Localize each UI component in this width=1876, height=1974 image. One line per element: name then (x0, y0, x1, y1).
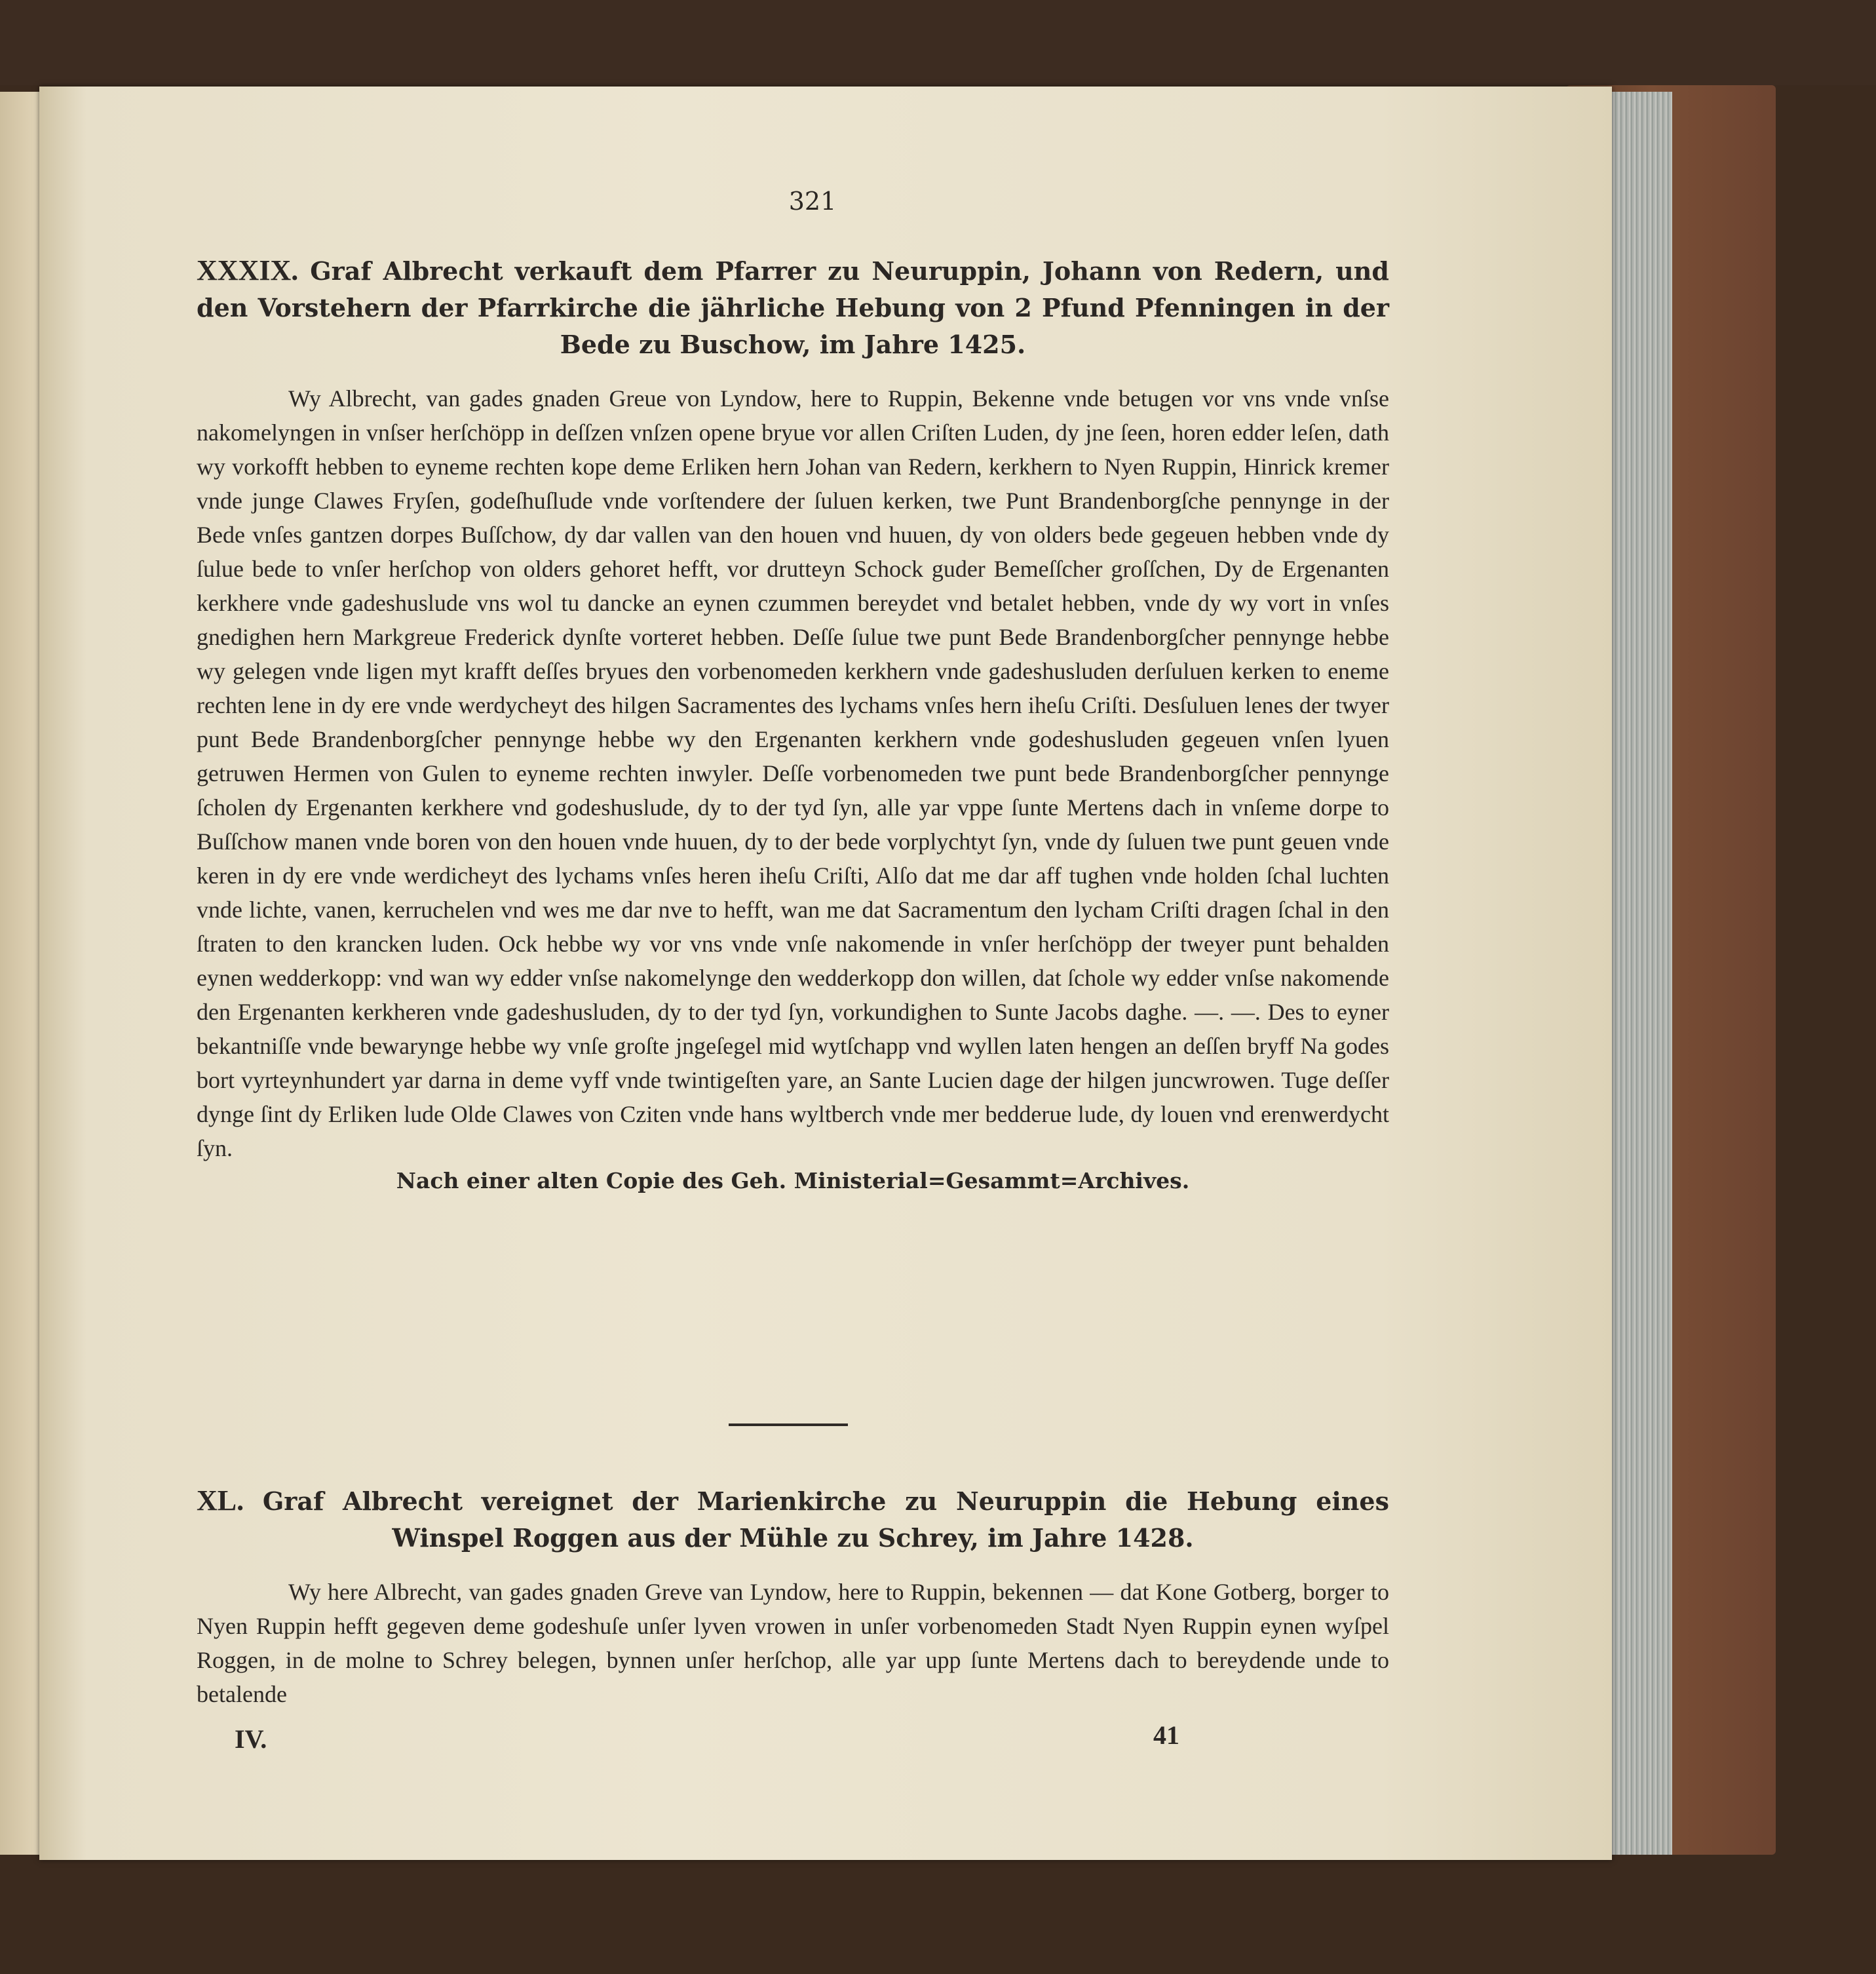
section-title-text: Graf Albrecht verkauft dem Pfarrer zu Neuruppin, Johann von Redern, und den Vorstehern der Pfarrkirche die jährliche Hebung von 2 Pfund Pfenningen in der Bede zu Buschow, im Jahre 1425. (197, 256, 1390, 359)
section-number: XXXIX. (197, 254, 299, 286)
section-title-text: Graf Albrecht vereignet der Marienkirche zu Neuruppin die Hebung eines Winspel Roggen aus der Mühle zu Schrey, im Jahre 1428. (262, 1486, 1389, 1553)
section-xl (197, 1482, 1389, 1711)
section-title (197, 1482, 1389, 1557)
page-number: 321 (788, 187, 837, 216)
charter-text: Wy here Albrecht, van gades gnaden Greve van Lyndow, here to Ruppin, bekennen — dat Kone Gotberg, borger to Nyen Ruppin hefft gegeven deme godeshuſe unſer lyven vrowen in unſer vorbenomeden Stadt Nyen Ruppin eynen wyſpel Roggen, in de molne to Schrey belegen, bynnen unſer herſchop, alle yar upp ſunte Mertens dach to bereydende unde to betalende (197, 1579, 1389, 1707)
charter-text: Wy Albrecht, van gades gnaden Greue von Lyndow, here to Ruppin, Bekenne vnde betugen vor vns vnde vnſse nakomelyngen in vnſser herſchöpp in deſſzen vnſzen opene bryue vor allen Criſten Luden, dy jne ſeen, horen edder leſen, dath wy vorkofft hebben to eyneme rechten kope deme Erliken hern Johan van Redern, kerkhern to Nyen Ruppin, Hinrick kremer vnde junge Clawes Fryſen, godeſhuſlude vnde vorſtendere der ſuluen kerken, twe Punt Brandenborgſche pennynge in der Bede vnſes gantzen dorpes Buſſchow, dy dar vallen van den houen vnd huuen, dy von olders bede gegeuen hebben vnde dy ſulue bede to vnſer herſchop von olders gehoret hefft, vor drutteyn Schock guder Bemeſſcher groſſchen, Dy de Ergenanten kerkhere vnde gadeshuslude vns wol tu dancke an eynen czummen bereydet vnd betalet hebben, vnde dy wy vort in vnſes gnedighen hern Markgreue Frederick dynſte vorteret hebben. Deſſe ſulue twe punt Bede Brandenborgſcher pennynge hebbe wy gelegen vnde ligen myt krafft deſſes bryues den vorbenomeden kerkhern vnde gadeshusluden derſuluen kerken to eneme rechten lene in dy ere vnde werdycheyt des hilgen Sacramentes des lychams vnſes hern iheſu Criſti. Desſuluen lenes der twyer punt Bede Brandenborgſcher pennynge hebbe wy den Ergenanten kerkhern vnde godeshusluden gegeuen vnſen lyuen getruwen Hermen von Gulen to eyneme rechten inwyler. Deſſe vorbenomeden twe punt bede Brandenborgſcher pennynge ſcholen dy Ergenanten kerkhere vnd godeshuslude, dy to der tyd ſyn, alle yar vppe ſunte Mertens dach in vnſeme dorpe to Buſſchow manen vnde boren von den houen vnde huuen, dy to der bede vorplychtyt ſyn, vnde dy ſuluen twe punt geuen vnde keren in dy ere vnde werdicheyt des lychams vnſes heren iheſu Criſti, Alſo dat me dar aff tughen vnde holden ſchal luchten vnde lichte, vanen, kerruchelen vnd wes me dar nve to hefft, wan me dat Sacramentum den lycham Criſti dragen ſchal in den ſtraten to den krancken luden. Ock hebbe wy vor vns vnde vnſe nakomende in vnſer herſchöpp der tweyer punt behalden eynen wedderkopp: vnd wan wy edder vnſse nakomelynge den wedderkopp don willen, dat ſchole wy edder vnſse nakomende den Ergenanten kerkheren vnde gadeshusluden, dy to der tyd ſyn, vorkundighen to Sunte Jacobs daghe. —. —. Des to eyner bekantniſſe vnde bewarynge hebbe wy vnſe groſte jngeſegel mid wytſchapp vnd wyllen laten hengen an deſſen bryff Na godes bort vyrteynhundert yar darna in deme vyff vnde twintigeſten yare, an Sante Lucien dage der hilgen juncwrowen. Tuge deſſer dynge ſint dy Erliken lude Olde Clawes von Cziten vnde hans wyltberch vnde mer bedderue lude, dy louen vnd erenwerdycht ſyn. (197, 385, 1389, 1161)
source-note: Nach einer alten Copie des Geh. Ministerial=Gesammt=Archives. (396, 1168, 1190, 1193)
sheet-number: 41 (1153, 1720, 1179, 1750)
signature-mark: IV. (235, 1724, 267, 1754)
section-number: XL. (197, 1484, 244, 1517)
background (0, 0, 1876, 85)
section-title (197, 252, 1389, 363)
section-xxxix (197, 252, 1389, 1193)
section-divider (729, 1423, 848, 1426)
